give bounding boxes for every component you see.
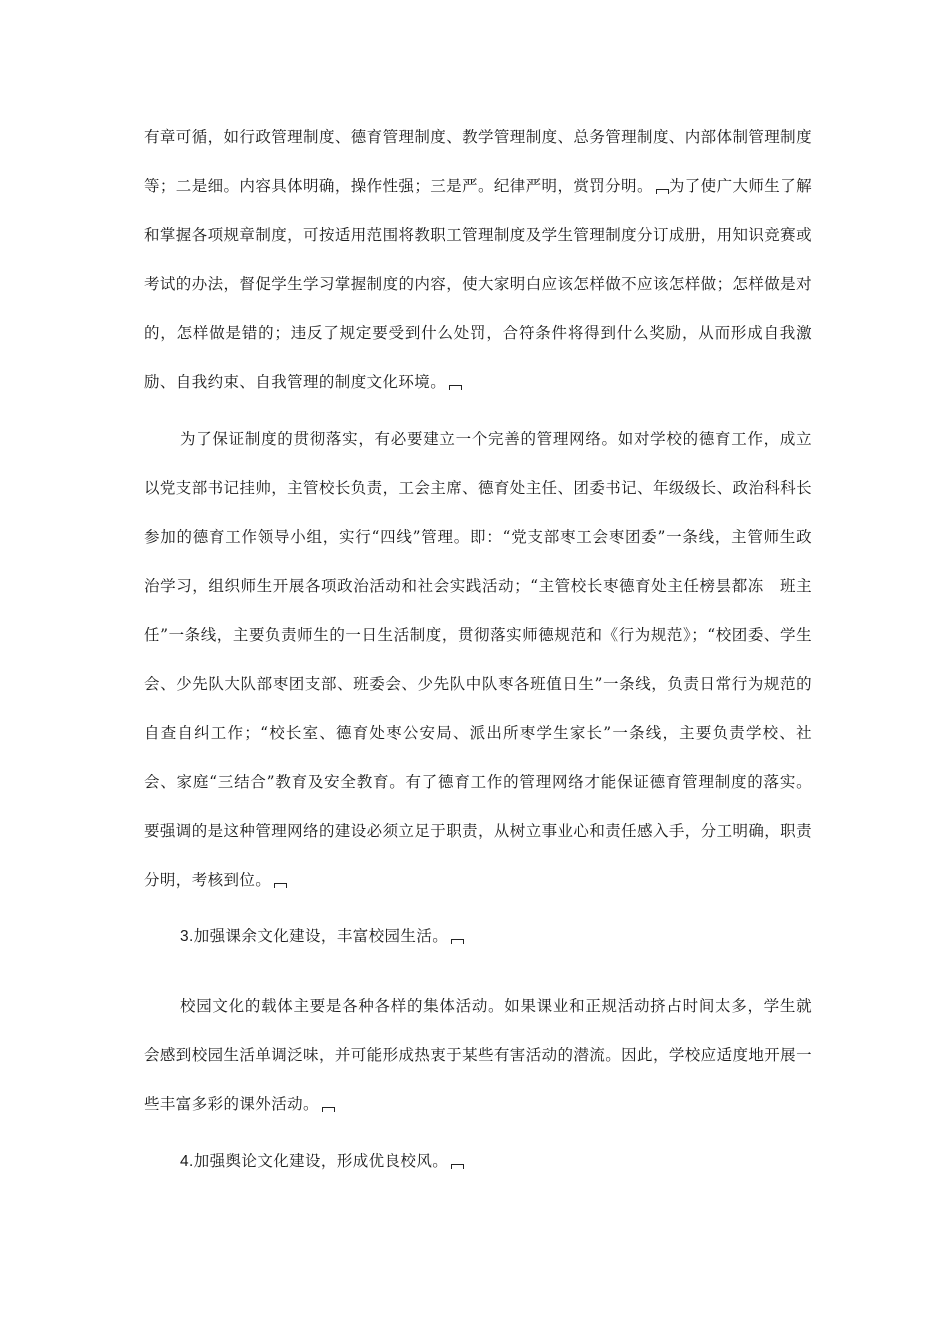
paragraph-mark-icon [274, 883, 287, 888]
heading-text: 3.加强课余文化建设，丰富校园生活。 [180, 928, 449, 945]
section-heading-3 [144, 912, 812, 961]
paragraph-mark-icon [656, 189, 669, 194]
paragraph-rules-system [144, 113, 812, 407]
paragraph-management-network [144, 415, 812, 905]
paragraph-mark-icon [451, 939, 464, 944]
paragraph-text: 为了保证制度的贯彻落实，有必要建立一个完善的管理网络。如对学校的德育工作，成立以党支部书记挂帅，主管校长负责，工会主席、德育处主任、团委书记、年级级长、政治科科长参加的德育工作领导小组，实行“四线”管理。即：“党支部枣工会枣团委”一条线，主管师生政治学习，组织师生开展各项政治活动和社会实践活动；“主管校长枣德育处主任榜昙都冻 班主任”一条线，主要负责师生的一日生活制度，贯彻落实师德规范和《行为规范》；“校团委、学生会、少先队大队部枣团支部、班委会、少先队中队枣各班值日生”一条线，负责日常行为规范的自查自纠工作；“校长室、德育处枣公安局、派出所枣学生家长”一条线，主要负责学校、社会、家庭“三结合”教育及安全教育。有了德育工作的管理网络才能保证德育管理制度的落实。要强调的是这种管理网络的建设必须立足于职责，从树立事业心和责任感入手，分工明确，职责分明，考核到位。 [144, 430, 812, 889]
heading-text: 4.加强舆论文化建设，形成优良校风。 [180, 1153, 449, 1170]
paragraph-mark-icon [449, 385, 462, 390]
section-heading-4 [144, 1137, 812, 1186]
paragraph-mark-icon [451, 1164, 464, 1169]
paragraph-text: 校园文化的载体主要是各种各样的集体活动。如果课业和正规活动挤占时间太多，学生就会感到校园生活单调泛味，并可能形成热衷于某些有害活动的潜流。因此，学校应适度地开展一些丰富多彩的课外活动。 [144, 997, 812, 1113]
paragraph-text-continued: 为了使广大师生了解和掌握各项规章制度，可按适用范围将教职工管理制度及学生管理制度分订成册，用知识竞赛或考试的办法，督促学生学习掌握制度的内容，使大家明白应该怎样做不应该怎样做；怎样做是对的，怎样做是错的；违反了规定要受到什么处罚，合符条件将得到什么奖励，从而形成自我激励、自我约束、自我管理的制度文化环境。 [144, 177, 812, 391]
paragraph-text: 有章可循，如行政管理制度、德育管理制度、教学管理制度、总务管理制度、内部体制管理制度等；二是细。内容具体明确，操作性强；三是严。纪律严明，赏罚分明。 [144, 128, 812, 195]
paragraph-extracurricular [144, 982, 812, 1129]
paragraph-mark-icon [322, 1107, 335, 1112]
